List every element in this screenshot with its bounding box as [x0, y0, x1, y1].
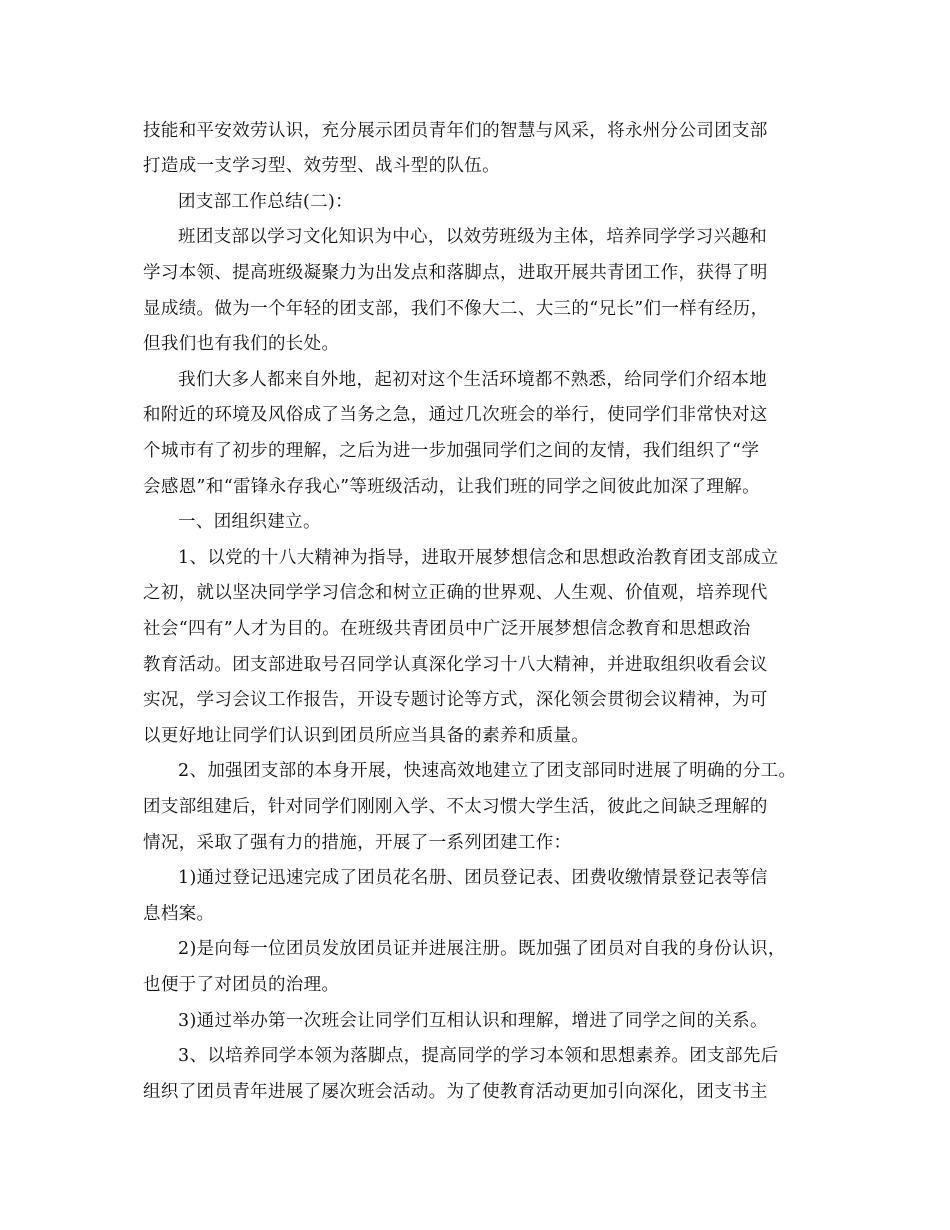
text-line: 团支部组建后，针对同学们刚刚入学、不太习惯大学生活，彼此之间缺乏理解的	[143, 797, 768, 817]
list-item: 3)通过举办第一次班会让同学们互相认识和理解，增进了同学之间的关系。	[178, 1011, 768, 1031]
text-line: 也便于了对团员的治理。	[143, 975, 340, 995]
list-item: 1)通过登记迅速完成了团员花名册、团员登记表、团费收缴情景登记表等信	[178, 868, 768, 888]
text-line: 3、以培养同学本领为落脚点，提高同学的学习本领和思想素养。团支部先后	[178, 1046, 779, 1066]
section-heading: 一、团组织建立。	[178, 512, 321, 532]
text-line: 息档案。	[143, 904, 215, 924]
text-line: 之初，就以坚决同学学习信念和树立正确的世界观、人生观、价值观，培养现代	[143, 583, 768, 603]
text-line: 教育活动。团支部进取号召同学认真深化学习十八大精神，并进取组织收看会议	[143, 655, 768, 675]
text-line: 情况，采取了强有力的措施，开展了一系列团建工作：	[143, 833, 572, 853]
text-line: 但我们也有我们的长处。	[143, 334, 340, 354]
text-line: 1、以党的十八大精神为指导，进取开展梦想信念和思想政治教育团支部成立	[178, 548, 779, 568]
text-line: 班团支部以学习文化知识为中心，以效劳班级为主体，培养同学学习兴趣和	[178, 227, 768, 247]
text-line: 技能和平安效劳认识，充分展示团员青年们的智慧与风采，将永州分公司团支部	[143, 121, 768, 141]
text-line: 2、加强团支部的本身开展，快速高效地建立了团支部同时进展了明确的分工。	[178, 761, 797, 781]
text-line: 打造成一支学习型、效劳型、战斗型的队伍。	[143, 156, 500, 176]
text-line: 会感恩”和“雷锋永存我心”等班级活动，让我们班的同学之间彼此加深了理解。	[143, 477, 760, 497]
text-line: 我们大多人都来自外地，起初对这个生活环境都不熟悉，给同学们介绍本地	[178, 370, 768, 390]
text-line: 显成绩。做为一个年轻的团支部，我们不像大二、大三的“兄长”们一样有经历，	[143, 299, 769, 319]
text-line: 实况，学习会议工作报告，开设专题讨论等方式，深化领会贯彻会议精神，为可	[143, 690, 768, 710]
text-line: 学习本领、提高班级凝聚力为出发点和落脚点，进取开展共青团工作，获得了明	[143, 263, 768, 283]
text-line: 社会“四有”人才为目的。在班级共青团员中广泛开展梦想信念教育和思想政治	[143, 619, 751, 639]
text-line: 和附近的环境及风俗成了当务之急，通过几次班会的举行，使同学们非常快对这	[143, 405, 768, 425]
list-item: 2)是向每一位团员发放团员证并进展注册。既加强了团员对自我的身份认识，	[178, 939, 786, 959]
section-heading: 团支部工作总结(二)：	[178, 192, 354, 212]
text-line: 以更好地让同学们认识到团员所应当具备的素养和质量。	[143, 726, 590, 746]
text-line: 组织了团员青年进展了屡次班会活动。为了使教育活动更加引向深化，团支书主	[143, 1082, 768, 1102]
text-line: 个城市有了初步的理解，之后为进一步加强同学们之间的友情，我们组织了“学	[143, 441, 760, 461]
